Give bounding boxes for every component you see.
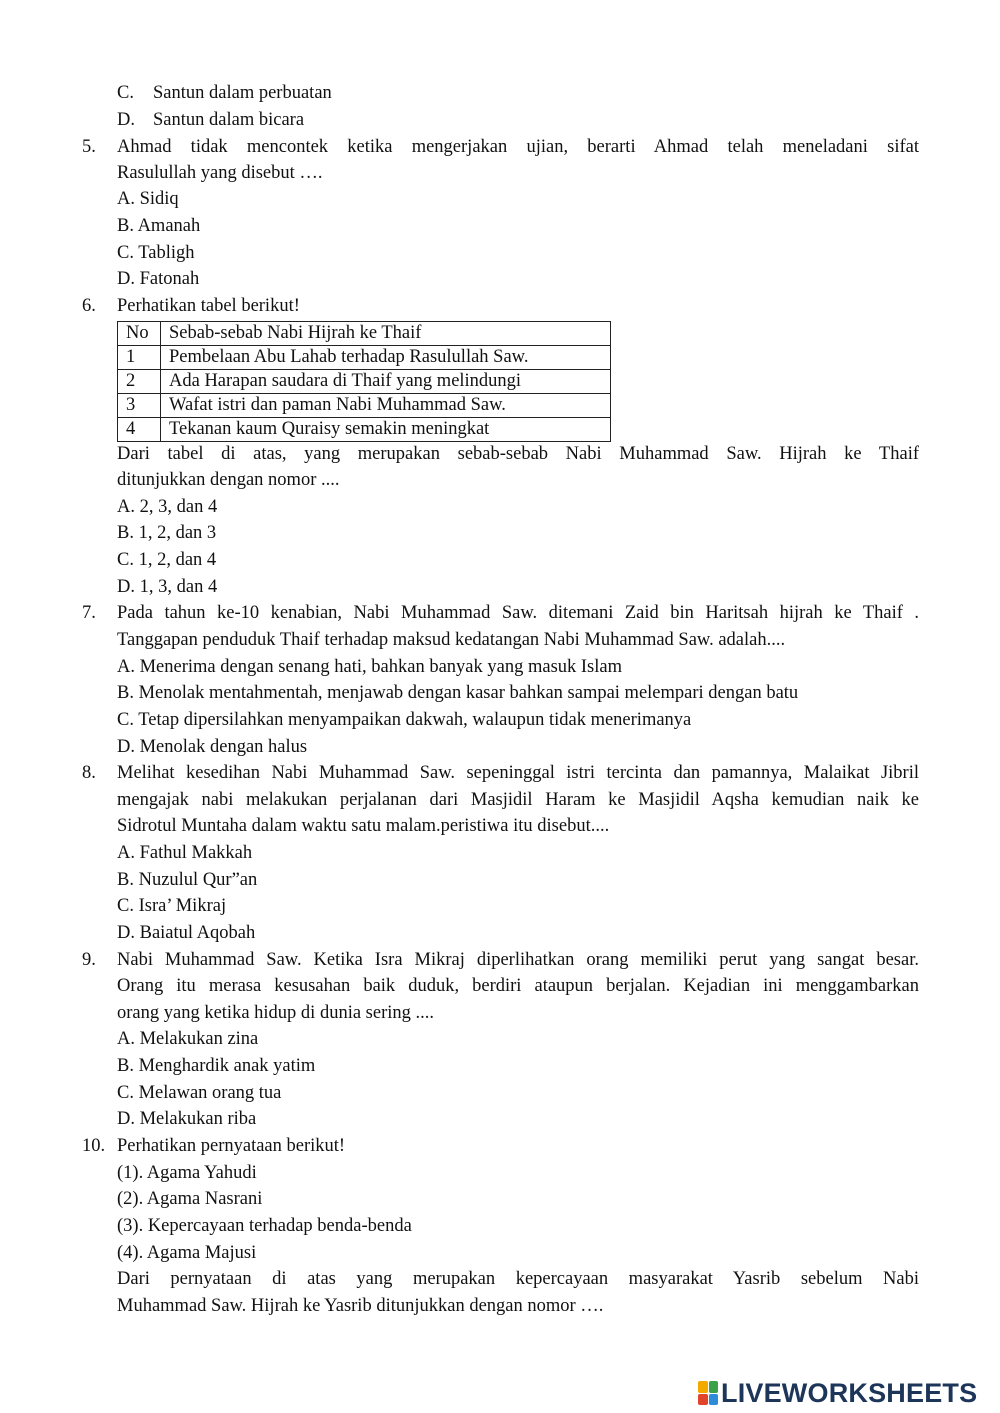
option-d: D. Santun dalam bicara	[117, 110, 305, 130]
table-cell-sebab: Wafat istri dan paman Nabi Muhammad Saw.	[161, 394, 611, 418]
table-header-sebab: Sebab-sebab Nabi Hijrah ke Thaif	[161, 322, 611, 346]
liveworksheets-wordmark: LIVEWORKSHEETS	[721, 1378, 978, 1408]
question-9-option-c[interactable]: C. Melawan orang tua	[117, 1083, 282, 1103]
table-row	[118, 418, 611, 442]
question-6-option-a[interactable]: A. 2, 3, dan 4	[117, 497, 218, 517]
question-8-option-b[interactable]: B. Nuzulul Qur”an	[117, 870, 258, 890]
table-cell-no: 4	[118, 418, 161, 442]
logo-square-yellow	[698, 1381, 708, 1393]
question-9-text-line-3: orang yang ketika hidup di dunia sering ....	[117, 1003, 435, 1023]
question-number-5: 5.	[82, 137, 96, 157]
question-8-option-a[interactable]: A. Fathul Makkah	[117, 843, 253, 863]
question-6-option-d[interactable]: D. 1, 3, dan 4	[117, 577, 218, 597]
question-8-option-c[interactable]: C. Isra’ Mikraj	[117, 896, 227, 916]
question-10-intro: Perhatikan pernyataan berikut!	[117, 1136, 346, 1156]
table-row	[118, 394, 611, 418]
logo-square-red	[698, 1394, 708, 1406]
question-9-option-a[interactable]: A. Melakukan zina	[117, 1029, 259, 1049]
question-5-option-a[interactable]: A. Sidiq	[117, 189, 179, 209]
question-8-text-line-1: Melihat kesedihan Nabi Muhammad Saw. sepeninggal istri tercinta dan pamannya, Malaikat Jibril	[117, 763, 919, 783]
question-7-text-line-2: Tanggapan penduduk Thaif terhadap maksud kedatangan Nabi Muhammad Saw. adalah....	[117, 630, 786, 650]
question-6-option-c[interactable]: C. 1, 2, dan 4	[117, 550, 217, 570]
question-6-option-b[interactable]: B. 1, 2, dan 3	[117, 523, 217, 543]
question-10-statement-4: (4). Agama Majusi	[117, 1243, 257, 1263]
table-header-row	[118, 322, 611, 346]
question-7-option-b[interactable]: B. Menolak mentahmentah, menjawab dengan kasar bahkan sampai melempari dengan batu	[117, 683, 799, 703]
question-10-statement-2: (2). Agama Nasrani	[117, 1189, 263, 1209]
question-6-text-line-1: Dari tabel di atas, yang merupakan sebab-sebab Nabi Muhammad Saw. Hijrah ke Thaif	[117, 444, 919, 464]
question-9-text-line-2: Orang itu merasa kesusahan baik duduk, berdiri ataupun berjalan. Kejadian ini menggambarkan	[117, 976, 919, 996]
logo-square-green	[709, 1381, 719, 1393]
question-number-9: 9.	[82, 950, 96, 970]
question-number-7: 7.	[82, 603, 96, 623]
question-9-text-line-1: Nabi Muhammad Saw. Ketika Isra Mikraj diperlihatkan orang memiliki perut yang sangat besar.	[117, 950, 919, 970]
question-10-statement-1: (1). Agama Yahudi	[117, 1163, 257, 1183]
question-7-option-d[interactable]: D. Menolak dengan halus	[117, 737, 308, 757]
question-7-option-a[interactable]: A. Menerima dengan senang hati, bahkan banyak yang masuk Islam	[117, 657, 623, 677]
table-cell-no: 1	[118, 346, 161, 370]
question-8-text-line-3: Sidrotul Muntaha dalam waktu satu malam.peristiwa itu disebut....	[117, 816, 610, 836]
table-cell-sebab: Ada Harapan saudara di Thaif yang melindungi	[161, 370, 611, 394]
liveworksheets-logo	[698, 1378, 977, 1408]
table-row	[118, 346, 611, 370]
question-10-text-line-1: Dari pernyataan di atas yang merupakan kepercayaan masyarakat Yasrib sebelum Nabi	[117, 1269, 919, 1289]
sebab-hijrah-table	[117, 321, 611, 442]
question-5-option-c[interactable]: C. Tabligh	[117, 243, 195, 263]
table-cell-no: 3	[118, 394, 161, 418]
question-5-text-line-1: Ahmad tidak mencontek ketika mengerjakan ujian, berarti Ahmad telah meneladani sifat	[117, 137, 919, 157]
question-8-text-line-2: mengajak nabi melakukan perjalanan dari Masjidil Haram ke Masjidil Aqsha kemudian naik ke	[117, 790, 919, 810]
question-9-option-b[interactable]: B. Menghardik anak yatim	[117, 1056, 316, 1076]
question-number-10: 10.	[82, 1136, 106, 1156]
table-cell-sebab: Pembelaan Abu Lahab terhadap Rasulullah Saw.	[161, 346, 611, 370]
question-number-8: 8.	[82, 763, 96, 783]
question-10-text-line-2: Muhammad Saw. Hijrah ke Yasrib ditunjukkan dengan nomor ….	[117, 1296, 604, 1316]
question-5-option-b[interactable]: B. Amanah	[117, 216, 201, 236]
question-7-text-line-1: Pada tahun ke-10 kenabian, Nabi Muhammad Saw. ditemani Zaid bin Haritsah hijrah ke Thaif .	[117, 603, 919, 623]
question-6-intro: Perhatikan tabel berikut!	[117, 296, 300, 316]
logo-square-blue	[709, 1394, 719, 1406]
liveworksheets-logo-icon	[698, 1381, 718, 1405]
table-header-no: No	[118, 322, 161, 346]
question-7-option-c[interactable]: C. Tetap dipersilahkan menyampaikan dakwah, walaupun tidak menerimanya	[117, 710, 692, 730]
table-row	[118, 370, 611, 394]
question-5-text-line-2: Rasulullah yang disebut ….	[117, 163, 323, 183]
table-cell-sebab: Tekanan kaum Quraisy semakin meningkat	[161, 418, 611, 442]
option-c: C. Santun dalam perbuatan	[117, 83, 332, 103]
question-10-statement-3: (3). Kepercayaan terhadap benda-benda	[117, 1216, 412, 1236]
question-8-option-d[interactable]: D. Baiatul Aqobah	[117, 923, 256, 943]
table-cell-no: 2	[118, 370, 161, 394]
question-number-6: 6.	[82, 296, 96, 316]
question-6-text-line-2: ditunjukkan dengan nomor ....	[117, 470, 340, 490]
question-5-option-d[interactable]: D. Fatonah	[117, 269, 200, 289]
question-9-option-d[interactable]: D. Melakukan riba	[117, 1109, 257, 1129]
